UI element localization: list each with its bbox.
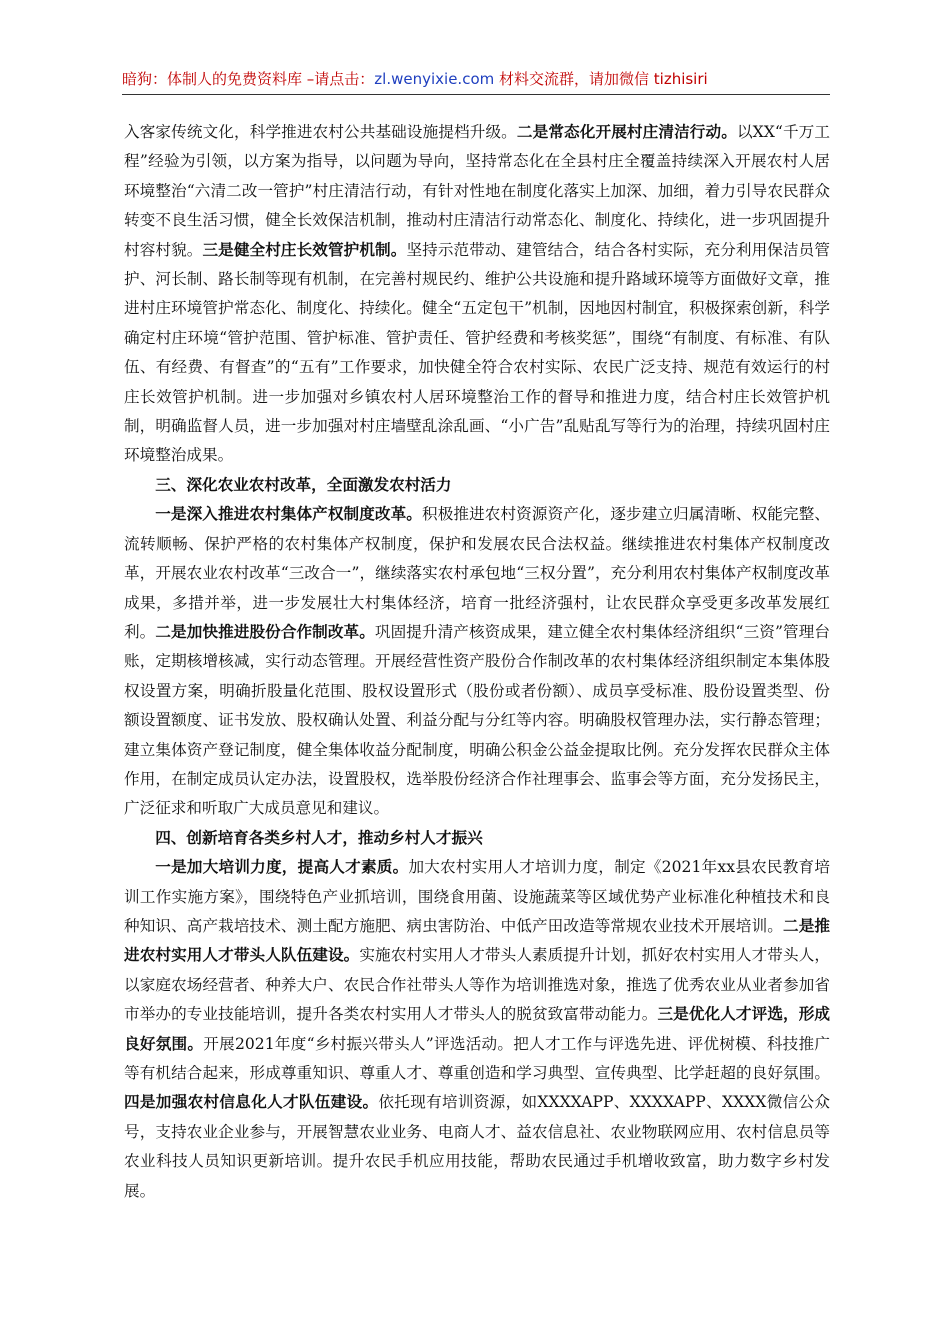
bold-lead-phrase: 三是健全村庄长效管护机制。 xyxy=(202,240,407,259)
paragraph-text: 依托现有培训资源，如XXXXAPP、XXXXAPP、XXXX微信公众号，支持农业企业参与，开展智慧农业业务、电商人才、益农信息社、农业物联网应用、农村信息员等农业科技人员知识更新培训。提升农民手机应用技能，帮助农民通过手机增收致富，助力数字乡村发展。 xyxy=(124,1093,830,1200)
bold-lead-phrase: 一是加大培训力度，提高人才素质。 xyxy=(155,858,409,877)
body-paragraph xyxy=(124,500,830,823)
bold-lead-phrase: 二是常态化开展村庄清洁行动。 xyxy=(516,123,737,141)
body-paragraph xyxy=(124,118,830,471)
bold-lead-phrase: 二是推进农村实用人才带头人队伍建设。 xyxy=(124,916,830,965)
header-wechat-note: 材料交流群，请加微信 tizhisiri xyxy=(494,70,708,88)
page-header xyxy=(122,64,830,94)
header-brand: 暗狗：体制人的免费资料库 xyxy=(122,70,303,88)
body-paragraph xyxy=(124,853,830,1206)
paragraph-text: 以XX“千万工程”经验为引领，以方案为指导，以问题为导向，坚持常态化在全县村庄全覆盖持续深入开展农村人居环境整治“六清二改一管护”村庄清洁行动，有针对性地在制度化落实上加深、加细，着力引导农民群众转变不良生活习惯，健全长效保洁机制，推动村庄清洁行动常态化、制度化、持续化，进一步巩固提升村容村貌。 xyxy=(124,123,830,259)
paragraph-text: 入客家传统文化，科学推进农村公共基础设施提档升级。 xyxy=(124,123,517,141)
section-heading: 四、创新培育各类乡村人才，推动乡村人才振兴 xyxy=(155,828,483,847)
header-divider xyxy=(122,94,830,95)
bold-lead-phrase: 二是加快推进股份合作制改革。 xyxy=(155,622,375,641)
paragraph-text: 巩固提升清产核资成果，建立健全农村集体经济组织“三资”管理台账，定期核增核减，实行动态管理。开展经营性资产股份合作制改革的农村集体经济组织制定本集体股权设置方案，明确折股量化范围、股权设置形式（股份或者份额）、成员享受标准、股份设置类型、份额设置额度、证书发放、股权确认处置、利益分配与分红等内容。明确股权管理办法，实行静态管理；建立集体资产登记制度，健全集体收益分配制度，明确公积金公益金提取比例。充分发挥农民群众主体作用，在制定成员认定办法，设置股权，选举股份经济合作社理事会、监事会等方面，充分发扬民主，广泛征求和听取广大成员意见和建议。 xyxy=(124,622,830,818)
paragraph-text: 加大农村实用人才培训力度，制定《2021年xx县农民教育培训工作实施方案》，围绕特色产业抓培训，围绕食用菌、设施蔬菜等区域优势产业标准化种植技术和良种知识、高产栽培技术、测土配方施肥、病虫害防治、中低产田改造等常规农业技术开展培训。 xyxy=(124,858,830,935)
bold-lead-phrase: 四是加强农村信息化人才队伍建设。 xyxy=(124,1093,379,1112)
paragraph-text: 坚持示范带动、建管结合，结合各村实际，充分利用保洁员管护、河长制、路长制等现有机制，在完善村规民约、维护公共设施和提升路域环境等方面做好文章，推进村庄环境管护常态化、制度化、持续化。健全“五定包干”机制，因地因村制宜，积极探索创新，科学确定村庄环境“管护范围、管护标准、管护责任、管护经费和考核奖惩”，围绕“有制度、有标准、有队伍、有经费、有督查”的“五有”工作要求，加快健全符合农村实际、农民广泛支持、规范有效运行的村庄长效管护机制。进一步加强对乡镇农村人居环境整治工作的督导和推进力度，结合村庄长效管护机制，明确监督人员，进一步加强对村庄墙壁乱涂乱画、“小广告”乱贴乱写等行为的治理，持续巩固村庄环境整治成果。 xyxy=(124,240,830,465)
section-heading: 三、深化农业农村改革，全面激发农村活力 xyxy=(155,475,452,494)
document-body xyxy=(124,118,830,1206)
bold-lead-phrase: 一是深入推进农村集体产权制度改革。 xyxy=(155,505,423,524)
paragraph-text: 积极推进农村资源资产化，逐步建立归属清晰、权能完整、流转顺畅、保护严格的农村集体产权制度，保护和发展农民合法权益。继续推进农村集体产权制度改革，开展农业农村改革“三改合一”，继续落实农村承包地“三权分置”，充分利用农村集体产权制度改革成果，多措并举，进一步发展壮大村集体经济，培育一批经济强村，让农民群众享受更多改革发展红利。 xyxy=(124,505,830,641)
header-url-link[interactable]: zl.wenyixie.com xyxy=(374,70,495,88)
paragraph-text: 实施农村实用人才带头人素质提升计划，抓好农村实用人才带头人，以家庭农场经营者、种养大户、农民合作社带头人等作为培训推选对象，推选了优秀农业从业者参加省市举办的专业技能培训，提升各类农村实用人才带头人的脱贫致富带动能力。 xyxy=(124,946,830,1024)
paragraph-text: 开展2021年度“乡村振兴带头人”评选活动。把人才工作与评选先进、评优树模、科技推广等有机结合起来，形成尊重知识、尊重人才、尊重创造和学习典型、宣传典型、比学赶超的良好氛围。 xyxy=(124,1034,830,1082)
header-click-prompt: –请点击： xyxy=(302,70,375,88)
bold-lead-phrase: 三是优化人才评选，形成良好氛围。 xyxy=(124,1005,830,1053)
